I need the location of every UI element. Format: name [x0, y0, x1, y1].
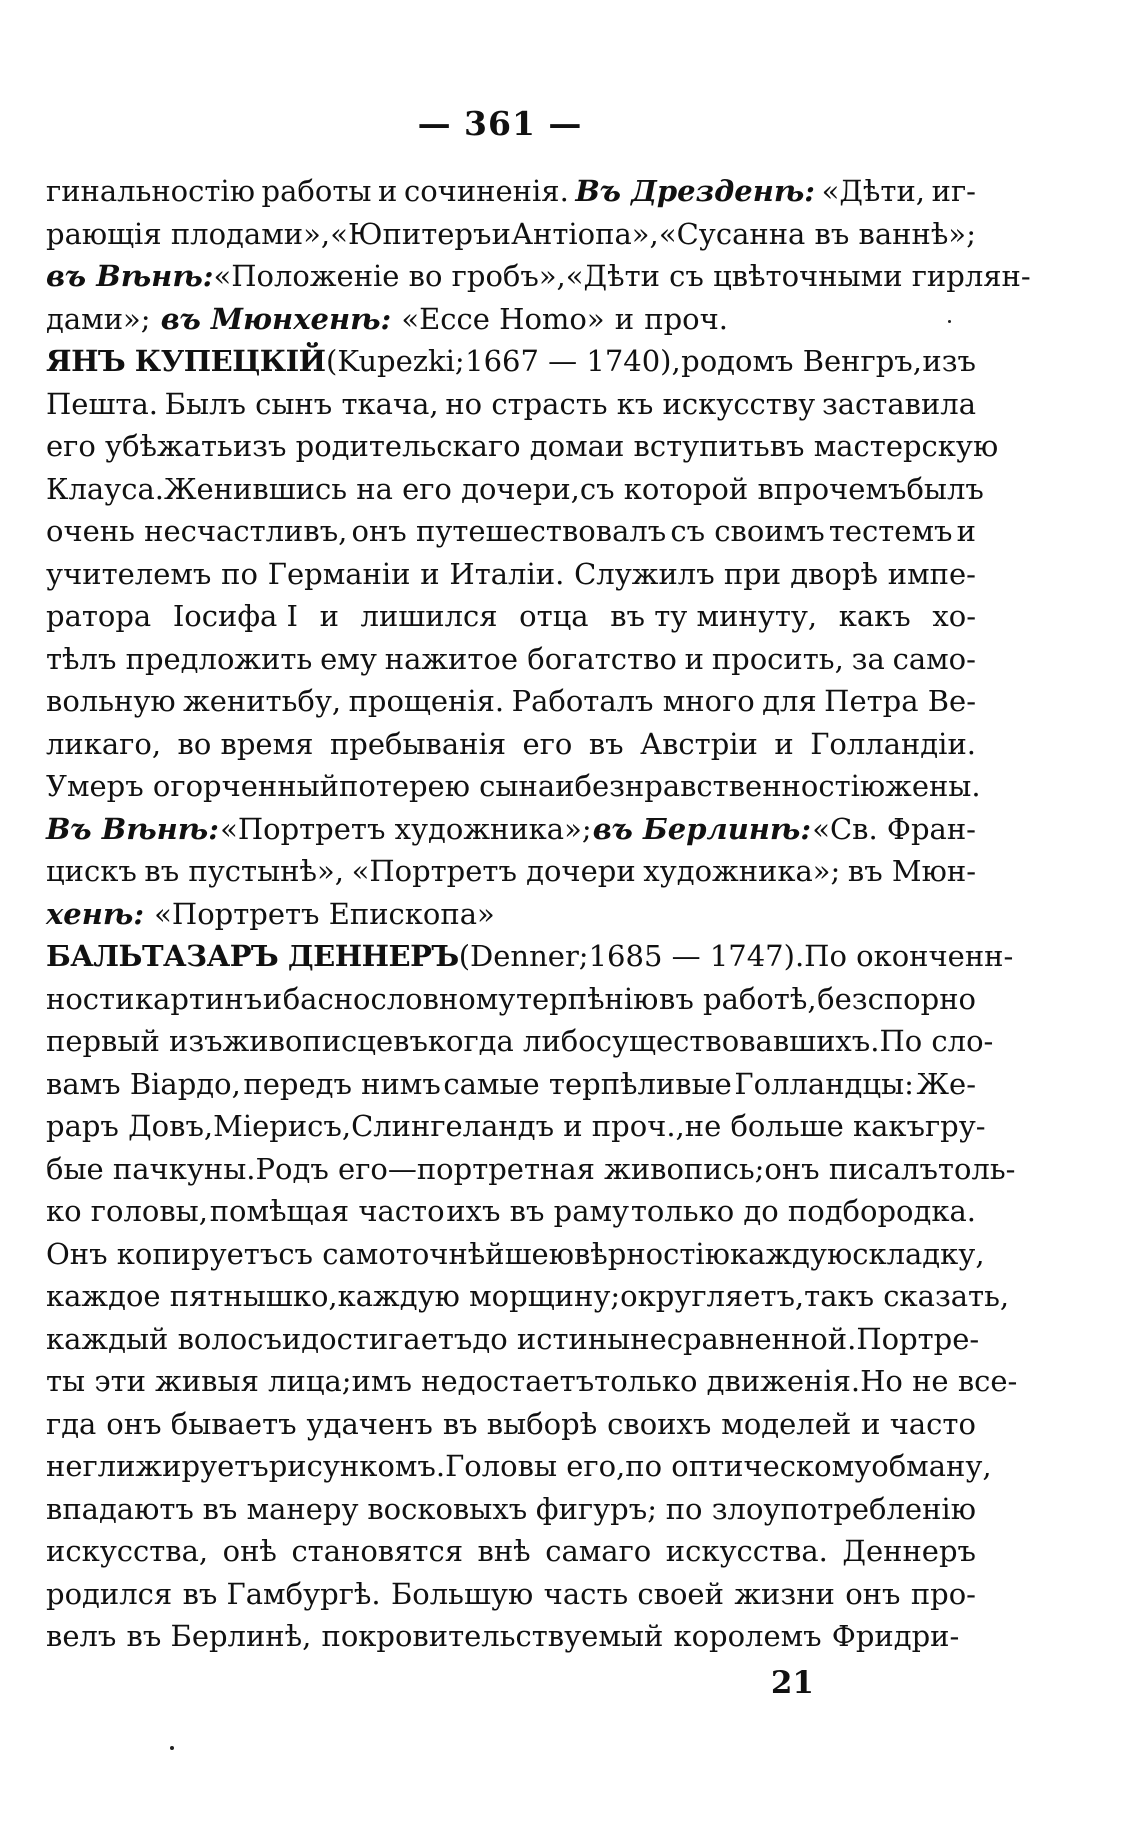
text-line — [46, 1275, 1010, 1318]
text-segment: и — [420, 556, 440, 591]
text-segment: хенѣ: — [46, 896, 145, 931]
speck-mark — [170, 1746, 174, 1750]
text-segment: «Портретъ художника»; — [220, 811, 592, 846]
text-line — [46, 808, 976, 851]
text-segment: въ Берлинѣ, — [126, 1619, 312, 1653]
text-segment: по оптическому — [625, 1449, 872, 1483]
text-line — [46, 1445, 992, 1488]
text-segment: изъ родительскаго дома — [232, 429, 605, 463]
text-segment: тестемъ — [828, 514, 953, 548]
text-line — [46, 255, 1031, 298]
text-line — [46, 1488, 976, 1531]
text-segment: въ Мюнхенѣ: — [160, 301, 392, 336]
text-line — [46, 1615, 976, 1658]
text-segment: 1667 — 1740), — [465, 344, 681, 378]
text-segment: Въ Дрезденѣ: — [575, 174, 816, 208]
text-segment: и часто — [861, 1406, 976, 1441]
text-segment: родился — [46, 1576, 173, 1611]
text-segment: каждую морщину; — [337, 1279, 621, 1313]
text-segment: и — [378, 174, 398, 208]
text-segment: отца — [519, 599, 589, 633]
text-segment: картинъ — [135, 981, 263, 1016]
text-line — [46, 595, 976, 638]
text-segment: само- — [892, 641, 976, 676]
text-segment: обману, — [871, 1449, 992, 1483]
text-segment: просить, — [711, 641, 844, 676]
text-segment: не больше какъ — [684, 1109, 925, 1143]
text-segment: терпѣнію — [515, 981, 659, 1016]
text-segment: Голландіи. — [810, 726, 976, 761]
text-segment: рисункомъ. — [268, 1449, 446, 1483]
text-line — [46, 850, 976, 893]
text-segment: въ Гамбургѣ. — [182, 1576, 381, 1611]
text-segment: существовавшихъ. — [595, 1024, 880, 1058]
text-segment: ЯНЪ КУПЕЦКІЙ — [46, 344, 326, 378]
text-segment: «Портретъ Епископа» — [154, 896, 495, 931]
text-line — [46, 765, 981, 808]
text-segment: неглижируетъ — [46, 1449, 269, 1483]
text-segment: королемъ — [673, 1619, 822, 1653]
text-segment: жены. — [885, 769, 981, 803]
text-segment: вамъ Віардо, — [46, 1066, 241, 1101]
text-segment: гинальностію — [46, 174, 255, 208]
text-segment: ратора — [46, 599, 152, 633]
text-segment: Германіи — [267, 556, 411, 591]
text-segment: заставила — [821, 386, 976, 421]
text-line — [46, 1063, 976, 1106]
text-segment: Большую — [390, 1576, 534, 1611]
text-segment: вольную — [46, 684, 176, 718]
text-segment: По сло- — [879, 1024, 994, 1058]
text-segment: и — [262, 981, 283, 1016]
text-line — [46, 340, 976, 383]
text-segment: 1685 — 1747). — [588, 939, 805, 973]
text-segment: какъ — [838, 599, 911, 633]
text-segment: пребыванія — [329, 726, 507, 761]
text-segment: онѣ — [222, 1534, 277, 1568]
text-segment: проч. — [644, 301, 728, 336]
text-segment: Умеръ огорченный — [46, 769, 339, 803]
text-segment: своихъ — [607, 1406, 712, 1441]
text-segment: «Сусанна въ ваннѣ» — [658, 216, 967, 251]
text-segment: моделей — [721, 1406, 852, 1441]
text-segment: БАЛЬТАЗАРЪ ДЕННЕРЪ — [46, 939, 459, 973]
text-segment: «Дѣти съ цвѣточными гирлян- — [565, 259, 1031, 293]
text-segment: велъ — [46, 1619, 117, 1653]
text-segment: Родъ его—портретная живопись; — [255, 1151, 765, 1186]
text-segment: внѣ — [477, 1534, 531, 1568]
text-segment: Женившись на его дочери, — [163, 471, 580, 506]
text-line — [46, 510, 976, 553]
text-segment: первый изъ — [46, 1024, 223, 1058]
text-segment: Же- — [916, 1066, 976, 1101]
text-segment: и — [281, 1321, 302, 1356]
text-segment: изъ — [922, 344, 976, 378]
text-segment: его убѣжать — [46, 429, 233, 463]
text-segment: но страсть къ искусству — [445, 386, 816, 421]
text-segment: онъ путешествовалъ — [351, 514, 667, 548]
text-segment: достигаетъ — [301, 1321, 473, 1356]
text-segment: потерею сына — [339, 769, 556, 803]
text-segment: искусства. — [665, 1534, 828, 1568]
text-segment: ности — [46, 981, 135, 1016]
body-text — [46, 170, 1031, 1658]
text-line — [46, 1573, 976, 1616]
text-segment: Онъ копируетъ — [46, 1236, 279, 1271]
text-segment: ко головы, — [46, 1194, 208, 1228]
text-segment: прощенія. — [348, 684, 505, 718]
text-segment: Фридри- — [831, 1619, 960, 1653]
text-segment: имъ недостаетъ — [351, 1364, 595, 1398]
text-segment: дами»; — [46, 301, 151, 336]
text-segment: Австріи — [640, 726, 758, 761]
text-segment: гда — [46, 1406, 97, 1441]
text-segment: жизни — [734, 1576, 835, 1611]
text-segment: Антіопа», — [511, 216, 659, 251]
text-line — [46, 1530, 976, 1573]
text-segment: Работалъ много — [511, 684, 755, 718]
text-line — [46, 213, 976, 256]
text-segment: для — [762, 684, 817, 718]
text-segment: до истины — [472, 1321, 631, 1356]
text-line — [46, 723, 976, 766]
text-segment: очень несчастливъ, — [46, 514, 348, 548]
text-segment: округляетъ, — [620, 1279, 805, 1313]
text-segment: Былъ сынъ ткача, — [164, 386, 439, 421]
text-line — [46, 1148, 1016, 1191]
text-segment: иг- — [931, 174, 976, 208]
text-segment: въ мастерскую — [769, 429, 999, 463]
text-segment: покровительствуемый — [321, 1619, 664, 1653]
text-segment: въ манеру — [202, 1491, 359, 1526]
text-segment: Но не все- — [860, 1364, 1018, 1398]
text-segment: въ работѣ, — [659, 981, 817, 1016]
text-segment: родомъ Венгръ, — [681, 344, 922, 378]
text-segment: по — [221, 556, 258, 591]
text-segment: Петра Ве- — [824, 684, 976, 718]
text-segment: ; — [966, 216, 976, 251]
text-segment: онъ писалъ — [764, 1151, 938, 1186]
text-segment: въ пустынѣ», — [144, 854, 344, 888]
text-segment: восковыхъ — [367, 1491, 528, 1526]
text-segment: гру- — [924, 1109, 986, 1143]
text-line — [46, 553, 976, 596]
signature-mark — [0, 1665, 1000, 1701]
text-segment: фигуръ; — [535, 1491, 657, 1526]
text-segment: онъ — [845, 1576, 901, 1611]
text-segment: Слингеландъ и проч., — [351, 1109, 685, 1143]
text-segment: въ выборѣ — [442, 1406, 598, 1441]
text-segment: за — [851, 641, 885, 676]
text-segment: Головы его, — [445, 1449, 626, 1483]
text-segment: ему — [320, 641, 377, 676]
text-segment: и — [956, 514, 976, 548]
text-segment: Клауса. — [46, 471, 164, 506]
text-segment: самаго — [545, 1534, 652, 1568]
text-segment: и — [774, 726, 794, 761]
text-segment: (Denner; — [458, 939, 589, 973]
text-segment: Міерисъ, — [213, 1109, 352, 1143]
text-line — [46, 935, 1014, 978]
text-segment: въ ту минуту, — [610, 599, 818, 633]
text-segment: «Св. Фран- — [812, 811, 976, 846]
text-segment: съ которой впрочемъ — [579, 471, 907, 506]
text-line — [46, 468, 984, 511]
text-segment: про- — [910, 1576, 976, 1611]
text-segment: каждый волосъ — [46, 1321, 282, 1356]
text-line — [46, 383, 976, 426]
text-segment: и — [319, 599, 339, 633]
text-segment: впадаютъ — [46, 1491, 194, 1526]
text-line — [46, 1233, 985, 1276]
text-line — [46, 893, 976, 936]
text-segment: баснословному — [282, 981, 516, 1016]
text-segment: работы — [261, 174, 372, 208]
text-segment: «Ecce Homo» — [401, 301, 605, 336]
text-segment: «Дѣти, — [821, 174, 926, 208]
text-segment: только до подбородка. — [630, 1194, 976, 1228]
text-segment: нажитое богатство — [384, 641, 677, 676]
text-segment: каждое пятнышко, — [46, 1279, 338, 1313]
text-line — [46, 680, 976, 723]
text-segment: Портре- — [856, 1321, 980, 1356]
text-segment: раръ Довъ, — [46, 1109, 214, 1143]
text-line — [46, 1360, 1018, 1403]
text-segment: когда либо — [427, 1024, 596, 1058]
text-segment: съ самоточнѣйшею — [278, 1236, 574, 1271]
text-line — [46, 1105, 986, 1148]
text-segment: безспорно — [817, 981, 976, 1016]
speck-mark — [948, 320, 951, 323]
text-segment: лишился — [360, 599, 498, 633]
text-segment: живописцевъ — [222, 1024, 428, 1058]
text-line — [46, 170, 976, 213]
text-segment: несравненной. — [630, 1321, 857, 1356]
text-line — [46, 1190, 976, 1233]
text-segment: самые терпѣливые — [443, 1066, 732, 1101]
text-segment: складку, — [852, 1236, 985, 1271]
text-segment: передъ нимъ — [243, 1066, 441, 1101]
text-segment: рающія плодами», — [46, 216, 331, 251]
text-segment: помѣщая часто — [209, 1194, 445, 1228]
text-segment: во время — [177, 726, 314, 761]
text-segment: «Юпитеръ — [330, 216, 492, 251]
text-segment: ты эти живыя лица; — [46, 1364, 352, 1398]
text-segment: Іосифа I — [172, 599, 298, 633]
text-segment: хо- — [932, 599, 976, 633]
text-segment: цискъ — [46, 854, 137, 888]
text-segment: вѣрностію — [573, 1236, 730, 1271]
text-line — [46, 1403, 976, 1446]
text-segment: Италіи. — [449, 556, 565, 591]
text-segment: въ Вѣнѣ: — [46, 259, 214, 293]
text-line — [46, 978, 976, 1021]
text-segment: Служилъ при дворѣ — [574, 556, 878, 591]
page-number: — 361 — — [417, 104, 583, 143]
text-segment: (Kupezki; — [326, 344, 465, 378]
text-segment: и — [614, 301, 635, 336]
text-segment: «Положеніе во гробъ», — [213, 259, 566, 293]
text-segment: сочиненія. — [403, 174, 569, 208]
text-segment: и вступить — [604, 429, 770, 463]
text-segment: ихъ въ раму — [446, 1194, 630, 1228]
text-segment: Въ Вѣнѣ: — [46, 811, 219, 846]
text-segment: безнравственностію — [574, 769, 886, 803]
text-line — [46, 638, 976, 681]
text-segment: По оконченн- — [804, 939, 1014, 973]
text-segment: онъ бываетъ — [106, 1406, 297, 1441]
text-segment: его — [522, 726, 573, 761]
text-segment: тѣлъ предложить — [46, 641, 313, 676]
text-segment: въ — [588, 726, 624, 761]
text-segment: съ своимъ — [670, 514, 825, 548]
text-segment: былъ — [906, 471, 984, 506]
text-segment: «Портретъ дочери — [351, 854, 636, 888]
text-segment: бые пачкуны. — [46, 1151, 256, 1186]
text-segment: Деннеръ — [842, 1534, 976, 1568]
text-segment: женитьбу, — [183, 684, 342, 718]
text-line — [46, 425, 999, 468]
text-segment: по злоупотребленію — [665, 1491, 976, 1526]
text-segment: Голландцы: — [734, 1066, 914, 1101]
text-segment: въ Берлинѣ: — [592, 811, 812, 846]
text-segment: такъ сказать, — [804, 1279, 1010, 1313]
text-line — [46, 1318, 980, 1361]
text-segment: часть своей — [543, 1576, 724, 1611]
text-segment: искусства, — [46, 1534, 209, 1568]
text-segment: каждую — [729, 1236, 853, 1271]
text-line — [46, 1020, 994, 1063]
text-segment: только движенія. — [594, 1364, 861, 1398]
text-segment: толь- — [937, 1151, 1016, 1186]
text-segment: художника»; — [643, 854, 841, 888]
text-segment: удаченъ — [306, 1406, 433, 1441]
text-segment: ликаго, — [46, 726, 162, 761]
text-segment: импе- — [887, 556, 976, 591]
text-segment: и — [684, 641, 704, 676]
text-segment: Пешта. — [46, 386, 158, 421]
text-line — [46, 298, 976, 341]
text-segment: въ Мюн- — [847, 854, 976, 888]
text-segment: и — [555, 769, 575, 803]
text-segment: и — [491, 216, 511, 251]
signature-number: 21 — [770, 1665, 814, 1701]
text-segment: учителемъ — [46, 556, 212, 591]
text-segment: становятся — [291, 1534, 464, 1568]
